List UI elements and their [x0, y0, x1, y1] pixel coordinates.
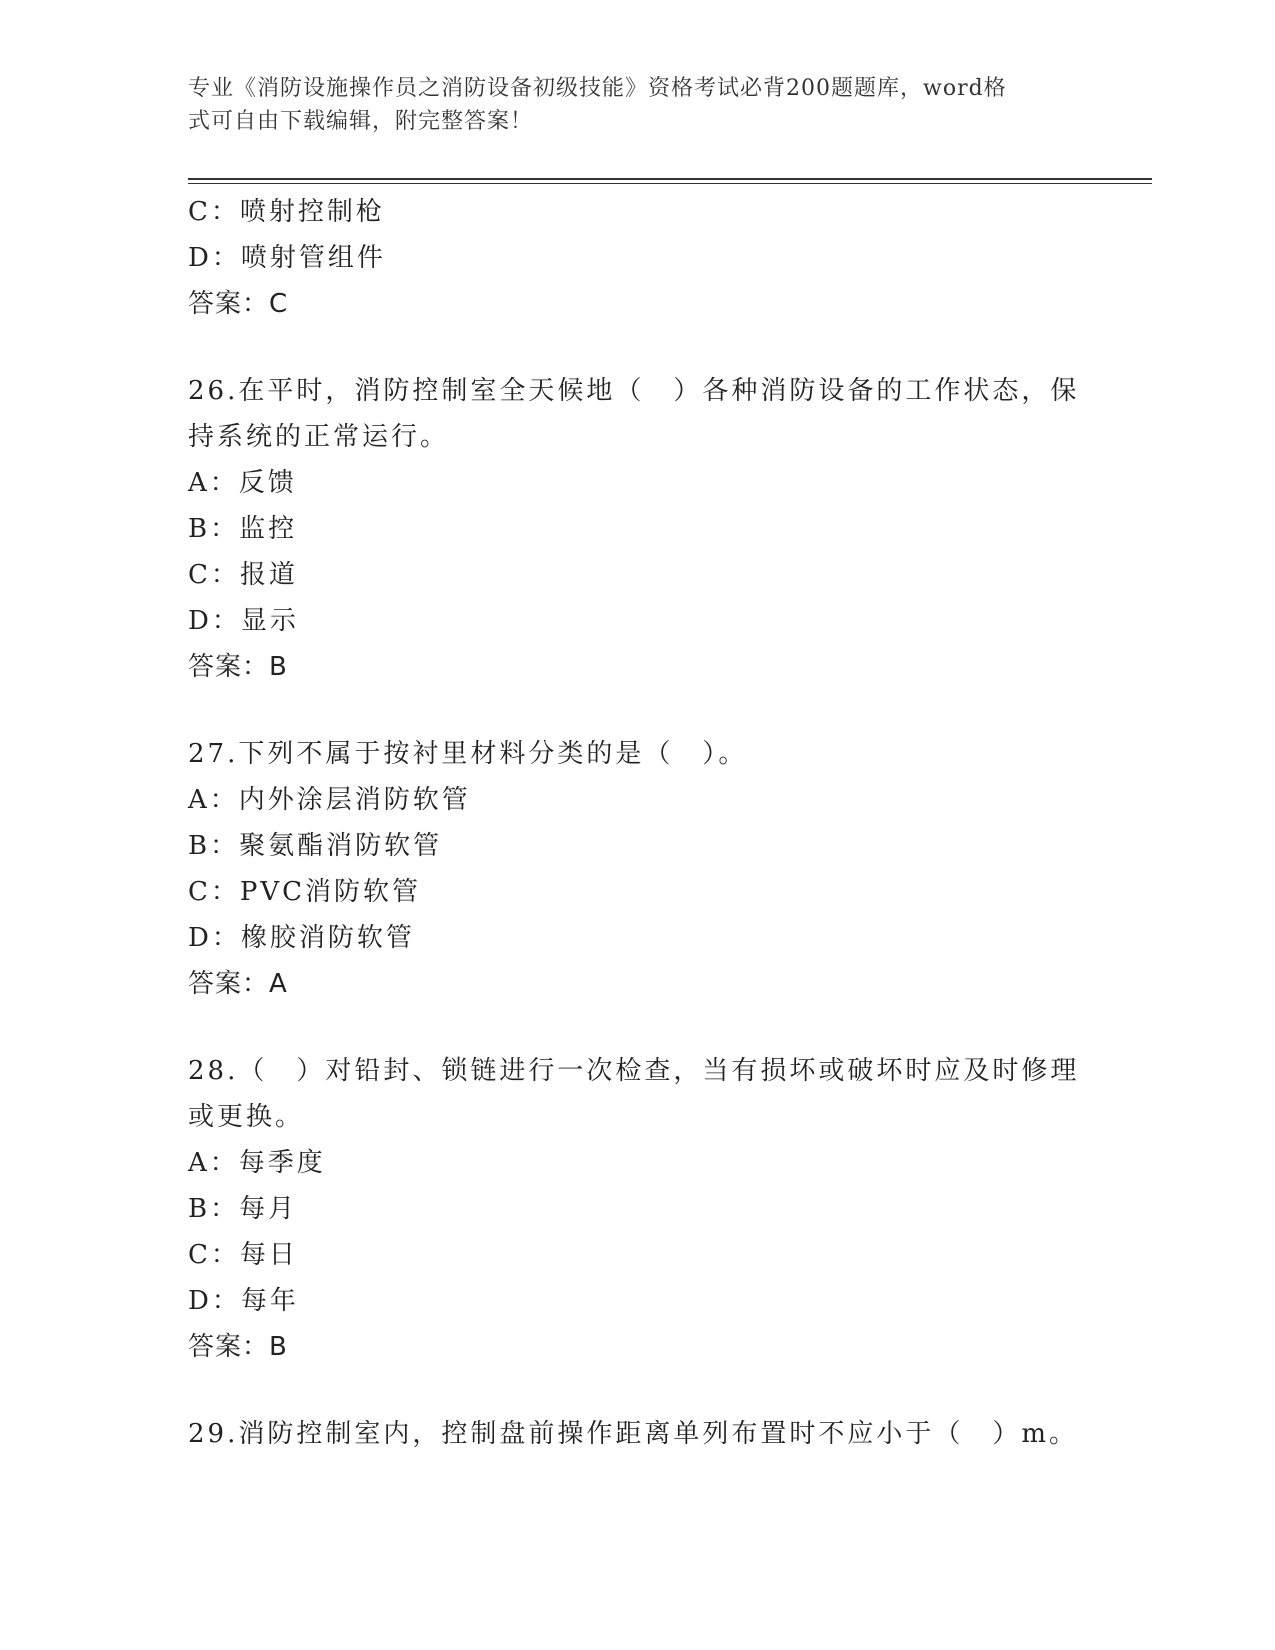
option-line: B：聚氨酯消防软管 [188, 831, 443, 861]
answer-line: 答案：B [188, 1332, 288, 1362]
option-line: A：每季度 [188, 1148, 326, 1178]
question-stem: 27.下列不属于按衬里材料分类的是（ ）。 [188, 739, 748, 769]
question-stem: 持系统的正常运行。 [188, 422, 450, 452]
question-29 [188, 1411, 1088, 1457]
option-line: C：喷射控制枪 [188, 197, 385, 227]
question-list [188, 189, 1088, 1457]
question-28 [188, 1048, 1088, 1370]
option-line: B：监控 [188, 514, 298, 544]
carryover-block [188, 189, 1088, 327]
option-line: D：橡胶消防软管 [188, 923, 415, 953]
option-line: C：每日 [188, 1240, 298, 1270]
header-line-2: 式可自由下载编辑，附完整答案！ [188, 109, 534, 134]
question-stem: 或更换。 [188, 1102, 305, 1132]
document-header [188, 72, 1078, 138]
option-line: D：每年 [188, 1286, 299, 1316]
header-line-1: 专业《消防设施操作员之消防设备初级技能》资格考试必背200题题库，word格 [188, 76, 1007, 101]
question-stem: 26.在平时，消防控制室全天候地（ ）各种消防设备的工作状态，保 [188, 376, 1080, 406]
option-line: A：反馈 [188, 468, 297, 498]
header-rule-thick [188, 178, 1152, 180]
option-line: C：PVC消防软管 [188, 877, 422, 907]
option-line: A：内外涂层消防软管 [188, 785, 471, 815]
option-line: D：喷射管组件 [188, 243, 386, 273]
question-stem: 28.（ ）对铅封、锁链进行一次检查，当有损坏或破坏时应及时修理 [188, 1056, 1080, 1086]
option-line: C：报道 [188, 560, 298, 590]
question-27 [188, 731, 1088, 1007]
question-26 [188, 368, 1088, 690]
answer-line: 答案：A [188, 969, 288, 999]
option-line: D：显示 [188, 606, 299, 636]
option-line: B：每月 [188, 1194, 298, 1224]
answer-line: 答案：C [188, 289, 289, 319]
answer-line: 答案：B [188, 652, 288, 682]
question-stem: 29.消防控制室内，控制盘前操作距离单列布置时不应小于（ ）m。 [188, 1419, 1079, 1449]
header-rule-thin [188, 183, 1152, 184]
